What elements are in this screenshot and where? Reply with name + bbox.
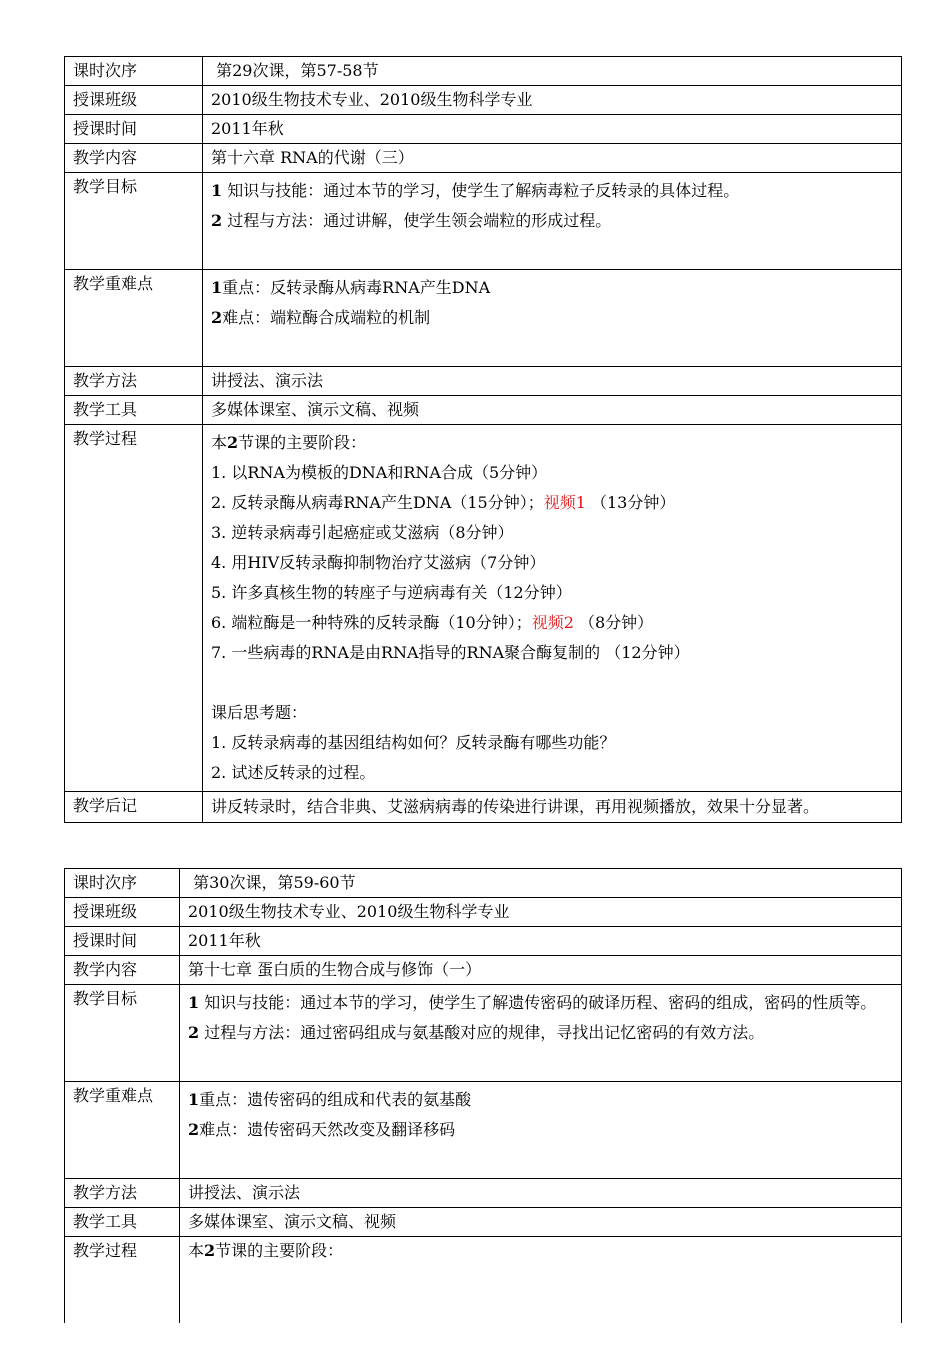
value-content: 第十七章 蛋白质的生物合成与修饰（一） [180,956,902,985]
row-seq [65,57,902,86]
value-class: 2010级生物技术专业、2010级生物科学专业 [203,86,902,115]
value-time: 2011年秋 [203,115,902,144]
lesson-plan-table-29 [64,56,902,823]
row-tools [65,1208,902,1237]
process-step: 7. 一些病毒的RNA是由RNA指导的RNA聚合酶复制的 （12分钟） [211,643,690,662]
question-item: 2. 试述反转录的过程。 [211,763,376,782]
value-key [203,270,902,367]
row-process [65,425,902,792]
label-key: 教学重难点 [65,270,203,367]
value-tools: 多媒体课室、演示文稿、视频 [180,1208,902,1237]
process-step: 1. 以RNA为模板的DNA和RNA合成（5分钟） [211,463,548,482]
video-link: 视频1 [543,493,586,512]
process-intro: 本2节课的主要阶段： [211,433,367,452]
row-key-points [65,270,902,367]
row-key-points [65,1082,902,1179]
label-goals: 教学目标 [65,173,203,270]
label-content: 教学内容 [65,144,203,173]
value-content: 第十六章 RNA的代谢（三） [203,144,902,173]
row-goals [65,173,902,270]
label-tools: 教学工具 [65,396,203,425]
value-time: 2011年秋 [180,927,902,956]
value-goals [203,173,902,270]
row-goals [65,985,902,1082]
value-class: 2010级生物技术专业、2010级生物科学专业 [180,898,902,927]
label-content: 教学内容 [65,956,180,985]
label-notes: 教学后记 [65,792,203,823]
value-goals [180,985,902,1082]
goal-item: 1 知识与技能：通过本节的学习，使学生了解遗传密码的破译历程、密码的组成，密码的性质等。 [188,993,877,1012]
key-item: 1重点：遗传密码的组成和代表的氨基酸 [188,1090,472,1109]
process-intro: 本2节课的主要阶段： [188,1241,344,1260]
process-step: 4. 用HIV反转录酶抑制物治疗艾滋病（7分钟） [211,553,546,572]
row-method [65,1179,902,1208]
process-step: 2. 反转录酶从病毒RNA产生DNA（15分钟）；视频1 （13分钟） [211,493,676,512]
video-link: 视频2 [531,613,574,632]
row-content [65,956,902,985]
row-tools [65,396,902,425]
label-seq: 课时次序 [65,57,203,86]
row-time [65,927,902,956]
label-goals: 教学目标 [65,985,180,1082]
label-seq: 课时次序 [65,869,180,898]
questions-title: 课后思考题： [211,703,308,722]
process-step: 5. 许多真核生物的转座子与逆病毒有关（12分钟） [211,583,572,602]
value-method: 讲授法、演示法 [203,367,902,396]
row-class [65,898,902,927]
label-method: 教学方法 [65,1179,180,1208]
label-time: 授课时间 [65,927,180,956]
row-class [65,86,902,115]
label-process: 教学过程 [65,1237,180,1324]
label-method: 教学方法 [65,367,203,396]
value-process [180,1237,902,1324]
row-process [65,1237,902,1324]
label-class: 授课班级 [65,86,203,115]
value-key [180,1082,902,1179]
value-tools: 多媒体课室、演示文稿、视频 [203,396,902,425]
value-method: 讲授法、演示法 [180,1179,902,1208]
value-process [203,425,902,792]
process-step: 3. 逆转录病毒引起癌症或艾滋病（8分钟） [211,523,514,542]
goal-item: 1 知识与技能：通过本节的学习，使学生了解病毒粒子反转录的具体过程。 [211,181,740,200]
process-step: 6. 端粒酶是一种特殊的反转录酶（10分钟）；视频2 （8分钟） [211,613,654,632]
lesson-plan-table-30 [64,868,902,1323]
value-seq: 第30次课，第59-60节 [180,869,902,898]
value-seq: 第29次课，第57-58节 [203,57,902,86]
goal-item: 2 过程与方法：通过密码组成与氨基酸对应的规律，寻找出记忆密码的有效方法。 [188,1023,765,1042]
key-item: 2难点：端粒酶合成端粒的机制 [211,308,431,327]
row-notes [65,792,902,823]
label-class: 授课班级 [65,898,180,927]
question-item: 1. 反转录病毒的基因组结构如何？反转录酶有哪些功能？ [211,733,616,752]
row-time [65,115,902,144]
key-item: 1重点：反转录酶从病毒RNA产生DNA [211,278,491,297]
goal-item: 2 过程与方法：通过讲解，使学生领会端粒的形成过程。 [211,211,612,230]
row-content [65,144,902,173]
row-method [65,367,902,396]
row-seq [65,869,902,898]
key-item: 2难点：遗传密码天然改变及翻译移码 [188,1120,456,1139]
label-tools: 教学工具 [65,1208,180,1237]
label-time: 授课时间 [65,115,203,144]
label-key: 教学重难点 [65,1082,180,1179]
value-notes: 讲反转录时，结合非典、艾滋病病毒的传染进行讲课，再用视频播放，效果十分显著。 [203,792,902,823]
label-process: 教学过程 [65,425,203,792]
